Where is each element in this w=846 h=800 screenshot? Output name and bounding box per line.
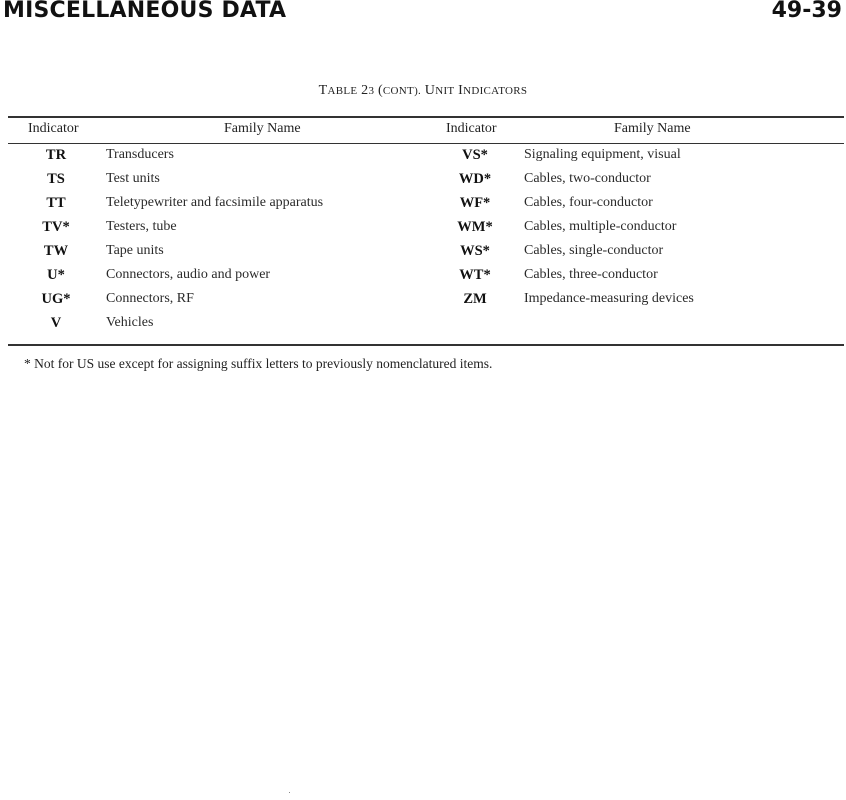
indicator-cell: VS* (462, 147, 488, 163)
family-cell: Cables, multiple-conductor (524, 219, 677, 234)
caption-text: TABLE 23 (CONT). UNIT INDICATORS (318, 83, 528, 98)
family-cell: Testers, tube (106, 219, 177, 234)
indicator-cell: ZM (463, 291, 487, 307)
page-header (0, 0, 846, 30)
column-header-family-right: Family Name (614, 121, 691, 136)
family-cell: Vehicles (106, 315, 154, 330)
table-header-rule (8, 143, 844, 144)
indicator-cell: TW (43, 243, 69, 259)
table-footnote: * Not for US use except for assigning suffix letters to previously nomenclatured items. (24, 356, 493, 371)
family-cell: Cables, single-conductor (524, 243, 664, 258)
indicator-cell: WF* (459, 195, 491, 211)
indicator-cell: WD* (458, 171, 492, 187)
family-cell: Connectors, RF (106, 291, 194, 306)
indicator-cell: TR (45, 147, 67, 163)
family-cell: Cables, three-conductor (524, 267, 658, 282)
indicator-cell: TT (46, 195, 66, 211)
family-cell: Signaling equipment, visual (524, 147, 681, 162)
table-row (0, 147, 846, 171)
table-row (0, 243, 846, 267)
indicator-cell: WT* (459, 267, 491, 283)
family-cell: Tape units (106, 243, 164, 258)
family-cell: Test units (106, 171, 160, 186)
table-top-rule (8, 116, 844, 118)
column-header-family-left: Family Name (224, 121, 301, 136)
table-row (0, 291, 846, 315)
indicator-cell: TS (47, 171, 65, 187)
column-header-indicator-right: Indicator (446, 121, 497, 136)
family-cell: Cables, four-conductor (524, 195, 653, 210)
indicator-cell: UG* (41, 291, 71, 307)
indicator-cell: TV* (42, 219, 70, 235)
table-bottom-rule (8, 344, 844, 346)
table-row (0, 171, 846, 195)
scan-speck (289, 792, 290, 793)
table-row (0, 195, 846, 219)
table-row (0, 267, 846, 291)
family-cell: Cables, two-conductor (524, 171, 651, 186)
column-header-indicator-left: Indicator (28, 121, 79, 136)
table-row (0, 219, 846, 243)
family-cell: Impedance-measuring devices (524, 291, 694, 306)
section-title: MISCELLANEOUS DATA (3, 0, 287, 23)
indicator-cell: WS* (460, 243, 490, 259)
family-cell: Teletypewriter and facsimile apparatus (106, 195, 324, 210)
indicator-cell: U* (47, 267, 65, 283)
page-number: 49-39 (771, 0, 842, 23)
table-caption (0, 82, 846, 99)
indicator-cell: V (50, 315, 62, 331)
family-cell: Connectors, audio and power (106, 267, 271, 282)
family-cell: Transducers (106, 147, 174, 162)
table-row (0, 315, 846, 339)
indicator-cell: WM* (457, 219, 493, 235)
